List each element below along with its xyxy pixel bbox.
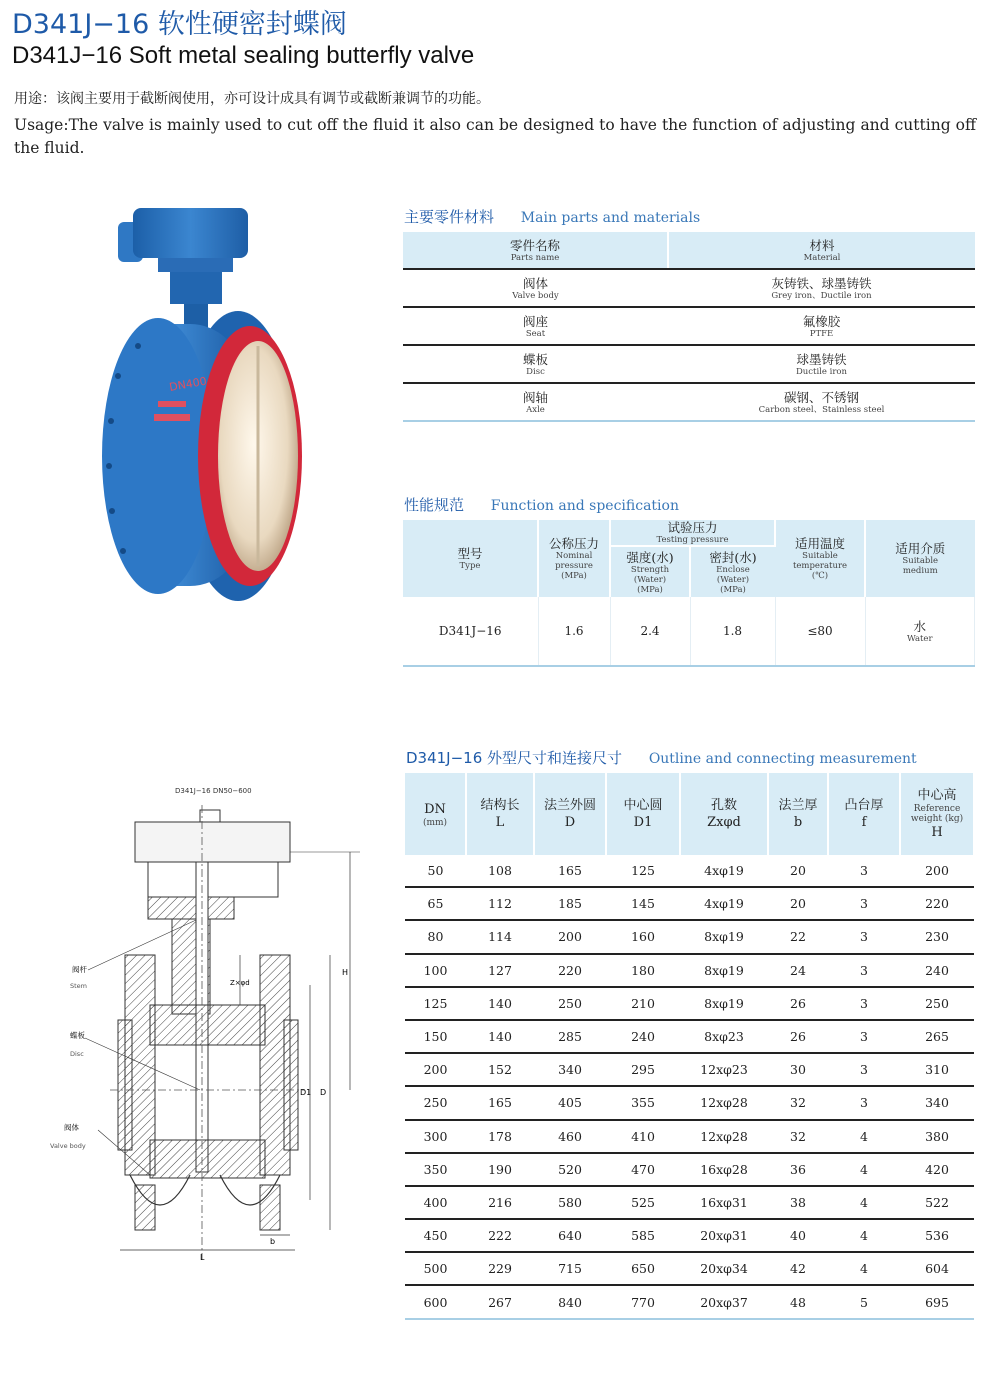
- dim-cell: 114: [466, 920, 534, 953]
- label-body-cn: 阀体: [64, 1123, 79, 1132]
- material-en: Ductile iron: [795, 366, 847, 377]
- part-name-cell: [403, 383, 668, 421]
- material-en: Carbon steel、Stainless steel: [758, 404, 885, 415]
- dim-cell: 100: [405, 954, 466, 987]
- dim-cell: 108: [466, 855, 534, 887]
- dim-cell: 190: [466, 1153, 534, 1186]
- spec-h-nom-en2: pressure: [555, 561, 593, 571]
- material-cell: [668, 269, 975, 307]
- dim-cell: 20xφ37: [680, 1285, 768, 1318]
- material-cell: [668, 383, 975, 421]
- part-cn: 阀轴: [522, 389, 548, 405]
- dim-cell: 222: [466, 1219, 534, 1252]
- part-en: Valve body: [512, 290, 559, 301]
- dim-cell: 4xφ19: [680, 855, 768, 887]
- dim-cell: 580: [534, 1186, 606, 1219]
- usage-en: Usage:The valve is mainly used to cut off the fluid it also can be designed to have the function of adjusting and cutting off the fluid.: [14, 116, 976, 157]
- spec-h-str-cn: 强度(水): [626, 549, 674, 565]
- dim-cell: 8xφ19: [680, 920, 768, 953]
- dim-h4: 孔数: [710, 798, 737, 813]
- dim-cell: 520: [534, 1153, 606, 1186]
- valve-drawing: [40, 780, 370, 1280]
- dim-h6: 凸台厚: [844, 798, 884, 813]
- spec-h-temp-en1: Suitable: [802, 551, 838, 561]
- dim-cell: 24: [768, 954, 828, 987]
- dim-cell: 32: [768, 1120, 828, 1153]
- dim-cell: 4xφ19: [680, 887, 768, 920]
- dim-cell: 20xφ34: [680, 1252, 768, 1285]
- dim-cell: 3: [828, 1086, 900, 1119]
- dim-cell: 300: [405, 1120, 466, 1153]
- spec-h-nom-unit: (MPa): [561, 571, 587, 581]
- parts-table: [403, 232, 975, 422]
- dim-cell: 20: [768, 855, 828, 887]
- dim-header-l: [466, 773, 534, 855]
- spec-header-temp: [775, 520, 865, 597]
- material-cn: 球墨铸铁: [796, 351, 847, 367]
- material-cn: 氟橡胶: [802, 313, 841, 329]
- dim-header-row: [405, 773, 974, 855]
- dim-h7: 中心高: [917, 788, 957, 803]
- dim-cell: 267: [466, 1285, 534, 1318]
- table-row: [403, 307, 975, 345]
- dim-cell: 185: [534, 887, 606, 920]
- dim-cell: 22: [768, 920, 828, 953]
- spec-h-nom-en1: Nominal: [555, 551, 593, 561]
- dim-h6-sym: f: [861, 815, 867, 830]
- spec-h-str-en2: (Water): [633, 574, 667, 585]
- dim-cell: 50: [405, 855, 466, 887]
- spec-header-row-1: [403, 520, 975, 546]
- dim-cell: 3: [828, 1020, 900, 1053]
- dim-cell: 3: [828, 855, 900, 887]
- spec-header-type: [403, 520, 538, 597]
- spec-h-nom-cn: 公称压力: [548, 536, 599, 551]
- spec-section-heading: [404, 494, 679, 515]
- table-row: [405, 1020, 974, 1053]
- spec-h-temp-unit: (℃): [811, 571, 829, 581]
- dim-label-L: L: [200, 1253, 205, 1262]
- dim-cell: 600: [405, 1285, 466, 1318]
- spec-header-strength: [610, 546, 690, 597]
- dim-cell: 310: [900, 1053, 974, 1086]
- dim-cell: 32: [768, 1086, 828, 1119]
- parts-title-en: Main parts and materials: [520, 210, 701, 226]
- dim-cell: 20xφ31: [680, 1219, 768, 1252]
- spec-h-test-en: Testing pressure: [656, 535, 729, 545]
- dim-cell: 80: [405, 920, 466, 953]
- dim-cell: 650: [606, 1252, 680, 1285]
- table-row: [405, 887, 974, 920]
- spec-enclose: 1.8: [690, 597, 775, 666]
- spec-h-type-en: Type: [459, 561, 481, 571]
- table-row: [405, 1219, 974, 1252]
- dim-cell: 125: [606, 855, 680, 887]
- valve-marking: DN400: [168, 374, 208, 394]
- dim-cell: 250: [405, 1086, 466, 1119]
- spec-h-test-cn: 试验压力: [667, 520, 718, 535]
- spec-h-str-unit: (MPa): [637, 584, 663, 595]
- dim-h3-sym: D1: [633, 815, 653, 830]
- dim-table: [405, 773, 975, 1320]
- dim-cell: 12xφ28: [680, 1120, 768, 1153]
- dim-cell: 240: [900, 954, 974, 987]
- spec-h-med-en1: Suitable: [902, 556, 939, 566]
- dim-cell: 20: [768, 887, 828, 920]
- dim-cell: 8xφ19: [680, 987, 768, 1020]
- label-stem-en: Stem: [70, 982, 88, 990]
- spec-h-str-en1: Strength: [630, 564, 670, 575]
- dim-label-D: D: [320, 1088, 327, 1097]
- dim-cell: 840: [534, 1285, 606, 1318]
- table-row: [405, 1285, 974, 1318]
- dim-cell: 127: [466, 954, 534, 987]
- usage-cn: 用途：该阀主要用于截断阀使用，亦可设计成具有调节或截断兼调节的功能。: [14, 91, 490, 107]
- dim-cell: 410: [606, 1120, 680, 1153]
- part-en: Disc: [526, 366, 545, 377]
- dim-h7-sym: H: [931, 825, 943, 840]
- spec-header-medium: [865, 520, 975, 597]
- dim-label-H: H: [342, 968, 349, 977]
- parts-header-row: [403, 232, 975, 269]
- dim-h5-sym: b: [793, 815, 803, 830]
- dim-cell: 12xφ28: [680, 1086, 768, 1119]
- dim-cell: 220: [534, 954, 606, 987]
- material-cell: [668, 345, 975, 383]
- dim-cell: 470: [606, 1153, 680, 1186]
- spec-nominal: 1.6: [538, 597, 610, 666]
- material-cell: [668, 307, 975, 345]
- dim-h0-sub: (mm): [422, 817, 448, 828]
- dim-cell: 4: [828, 1120, 900, 1153]
- parts-section-heading: [404, 206, 700, 227]
- dim-cell: 200: [900, 855, 974, 887]
- table-row: [405, 920, 974, 953]
- part-cn: 阀体: [522, 275, 548, 291]
- dim-cell: 36: [768, 1153, 828, 1186]
- dim-h1: 结构长: [480, 798, 520, 813]
- parts-title-cn: 主要零件材料: [404, 208, 495, 226]
- spec-h-enc-cn: 密封(水): [709, 549, 757, 565]
- spec-h-enc-en2: (Water): [716, 574, 750, 585]
- parts-header-material: [668, 232, 975, 269]
- part-name-cell: [403, 345, 668, 383]
- spec-h-enc-unit: (MPa): [720, 584, 746, 595]
- parts-header-name: [403, 232, 668, 269]
- table-row: [403, 597, 975, 666]
- dim-cell: 42: [768, 1252, 828, 1285]
- dim-cell: 16xφ31: [680, 1186, 768, 1219]
- dim-cell: 522: [900, 1186, 974, 1219]
- dim-cell: 536: [900, 1219, 974, 1252]
- dim-cell: 715: [534, 1252, 606, 1285]
- dim-cell: 525: [606, 1186, 680, 1219]
- dim-cell: 145: [606, 887, 680, 920]
- dim-cell: 48: [768, 1285, 828, 1318]
- dim-cell: 40: [768, 1219, 828, 1252]
- dim-cell: 250: [534, 987, 606, 1020]
- dim-cell: 230: [900, 920, 974, 953]
- spec-header-enclose: [690, 546, 775, 597]
- parts-header-name-cn: 零件名称: [509, 237, 560, 253]
- dim-cell: 220: [900, 887, 974, 920]
- part-cn: 蝶板: [522, 351, 548, 367]
- dim-cell: 460: [534, 1120, 606, 1153]
- spec-strength: 2.4: [610, 597, 690, 666]
- parts-header-material-en: Material: [803, 252, 841, 263]
- drawing-caption: D341J−16 DN50−600: [175, 787, 252, 795]
- spec-h-temp-en2: temperature: [792, 561, 848, 571]
- valve-photo: [78, 206, 318, 606]
- dim-cell: 640: [534, 1219, 606, 1252]
- part-en: Axle: [526, 404, 545, 415]
- dim-cell: 500: [405, 1252, 466, 1285]
- dim-cell: 200: [405, 1053, 466, 1086]
- dim-cell: 38: [768, 1186, 828, 1219]
- dim-h0: DN: [424, 801, 446, 817]
- dim-cell: 5: [828, 1285, 900, 1318]
- dim-header-d1: [606, 773, 680, 855]
- table-row: [403, 269, 975, 307]
- dim-cell: 340: [900, 1086, 974, 1119]
- dim-cell: 216: [466, 1186, 534, 1219]
- dim-cell: 112: [466, 887, 534, 920]
- table-row: [405, 1120, 974, 1153]
- table-row: [405, 1053, 974, 1086]
- dim-cell: 240: [606, 1020, 680, 1053]
- dim-cell: 450: [405, 1219, 466, 1252]
- spec-temp: ≤80: [775, 597, 865, 666]
- dim-cell: 250: [900, 987, 974, 1020]
- dim-cell: 65: [405, 887, 466, 920]
- dim-h7-sub: Reference weight (kg): [910, 804, 964, 824]
- dim-h2: 法兰外圆: [543, 798, 596, 813]
- dim-cell: 30: [768, 1053, 828, 1086]
- dim-cell: 165: [534, 855, 606, 887]
- dim-header-d: [534, 773, 606, 855]
- dim-cell: 4: [828, 1252, 900, 1285]
- dim-cell: 8xφ23: [680, 1020, 768, 1053]
- dim-cell: 12xφ23: [680, 1053, 768, 1086]
- page-title-cn: D341J−16 软性硬密封蝶阀: [12, 9, 347, 40]
- dim-label-D1: D1: [300, 1088, 312, 1097]
- label-stem-cn: 阀杆: [72, 965, 87, 974]
- dim-cell: 180: [606, 954, 680, 987]
- dim-cell: 3: [828, 954, 900, 987]
- dim-cell: 140: [466, 987, 534, 1020]
- dim-cell: 229: [466, 1252, 534, 1285]
- dim-cell: 26: [768, 987, 828, 1020]
- table-row: [405, 1086, 974, 1119]
- dim-h2-sym: D: [564, 815, 576, 830]
- dim-title-cn: D341J−16 外型尺寸和连接尺寸: [406, 749, 623, 767]
- table-row: [405, 1186, 974, 1219]
- dim-cell: 16xφ28: [680, 1153, 768, 1186]
- spec-title-en: Function and specification: [490, 498, 679, 514]
- spec-medium: [865, 597, 975, 666]
- spec-table: [403, 520, 975, 667]
- spec-type: D341J−16: [403, 597, 538, 666]
- dim-cell: 140: [466, 1020, 534, 1053]
- dim-cell: 3: [828, 920, 900, 953]
- dim-label-b: b: [270, 1237, 276, 1246]
- dim-cell: 200: [534, 920, 606, 953]
- dim-cell: 405: [534, 1086, 606, 1119]
- dim-cell: 125: [405, 987, 466, 1020]
- dim-cell: 400: [405, 1186, 466, 1219]
- dim-header-b: [768, 773, 828, 855]
- parts-header-material-cn: 材料: [809, 237, 835, 253]
- part-name-cell: [403, 269, 668, 307]
- dim-table-body: [405, 855, 974, 1319]
- table-row: [405, 954, 974, 987]
- part-en: Seat: [525, 328, 546, 339]
- table-row: [405, 855, 974, 887]
- material-en: PTFE: [809, 328, 834, 339]
- dim-cell: 3: [828, 887, 900, 920]
- dim-label-holes: Z×φd: [230, 979, 250, 987]
- label-disc-cn: 蝶板: [70, 1031, 85, 1040]
- dim-cell: 355: [606, 1086, 680, 1119]
- spec-h-med-en2: medium: [902, 566, 938, 576]
- material-en: Grey iron、Ductile iron: [771, 290, 872, 301]
- dim-cell: 210: [606, 987, 680, 1020]
- dim-section-heading: [406, 747, 917, 768]
- dim-cell: 295: [606, 1053, 680, 1086]
- spec-medium-cn: 水: [913, 618, 926, 634]
- dim-cell: 3: [828, 987, 900, 1020]
- dim-cell: 265: [900, 1020, 974, 1053]
- dim-cell: 420: [900, 1153, 974, 1186]
- spec-h-med-cn: 适用介质: [895, 541, 946, 556]
- dim-cell: 350: [405, 1153, 466, 1186]
- spec-header-nominal: [538, 520, 610, 597]
- dim-cell: 26: [768, 1020, 828, 1053]
- spec-h-temp-cn: 适用温度: [794, 536, 845, 551]
- parts-header-name-en: Parts name: [510, 252, 560, 263]
- dim-cell: 4: [828, 1186, 900, 1219]
- dim-cell: 380: [900, 1120, 974, 1153]
- label-body-en: Valve body: [50, 1142, 86, 1150]
- dim-h4-sym: Zxφd: [707, 815, 741, 830]
- page-title-en: D341J−16 Soft metal sealing butterfly valve: [12, 42, 475, 69]
- table-row: [403, 383, 975, 421]
- spec-h-enc-en1: Enclose: [716, 564, 750, 575]
- dim-title-en: Outline and connecting measurement: [648, 751, 917, 767]
- dim-h3: 中心圆: [623, 798, 663, 813]
- table-row: [403, 345, 975, 383]
- material-cn: 灰铸铁、球墨铸铁: [771, 275, 872, 291]
- dim-h1-sym: L: [495, 815, 505, 830]
- dim-cell: 4: [828, 1153, 900, 1186]
- dim-cell: 3: [828, 1053, 900, 1086]
- dim-cell: 152: [466, 1053, 534, 1086]
- material-cn: 碳钢、不锈钢: [783, 389, 859, 405]
- dim-h5: 法兰厚: [778, 798, 818, 813]
- part-cn: 阀座: [522, 313, 548, 329]
- dim-header-h: [900, 773, 974, 855]
- dim-cell: 165: [466, 1086, 534, 1119]
- part-name-cell: [403, 307, 668, 345]
- spec-header-testing: [610, 520, 775, 546]
- dim-cell: 178: [466, 1120, 534, 1153]
- dim-header-dn: [405, 773, 466, 855]
- dim-cell: 160: [606, 920, 680, 953]
- table-row: [405, 1153, 974, 1186]
- spec-h-type-cn: 型号: [457, 546, 483, 561]
- dim-cell: 8xφ19: [680, 954, 768, 987]
- spec-medium-en: Water: [906, 633, 933, 644]
- table-row: [405, 1252, 974, 1285]
- dim-cell: 4: [828, 1219, 900, 1252]
- spec-title-cn: 性能规范: [404, 496, 465, 514]
- dim-cell: 340: [534, 1053, 606, 1086]
- dim-header-f: [828, 773, 900, 855]
- label-disc-en: Disc: [70, 1050, 84, 1058]
- dim-cell: 695: [900, 1285, 974, 1318]
- dim-cell: 150: [405, 1020, 466, 1053]
- table-row: [405, 987, 974, 1020]
- dim-cell: 770: [606, 1285, 680, 1318]
- dim-header-holes: [680, 773, 768, 855]
- dim-cell: 285: [534, 1020, 606, 1053]
- dim-cell: 585: [606, 1219, 680, 1252]
- dim-cell: 604: [900, 1252, 974, 1285]
